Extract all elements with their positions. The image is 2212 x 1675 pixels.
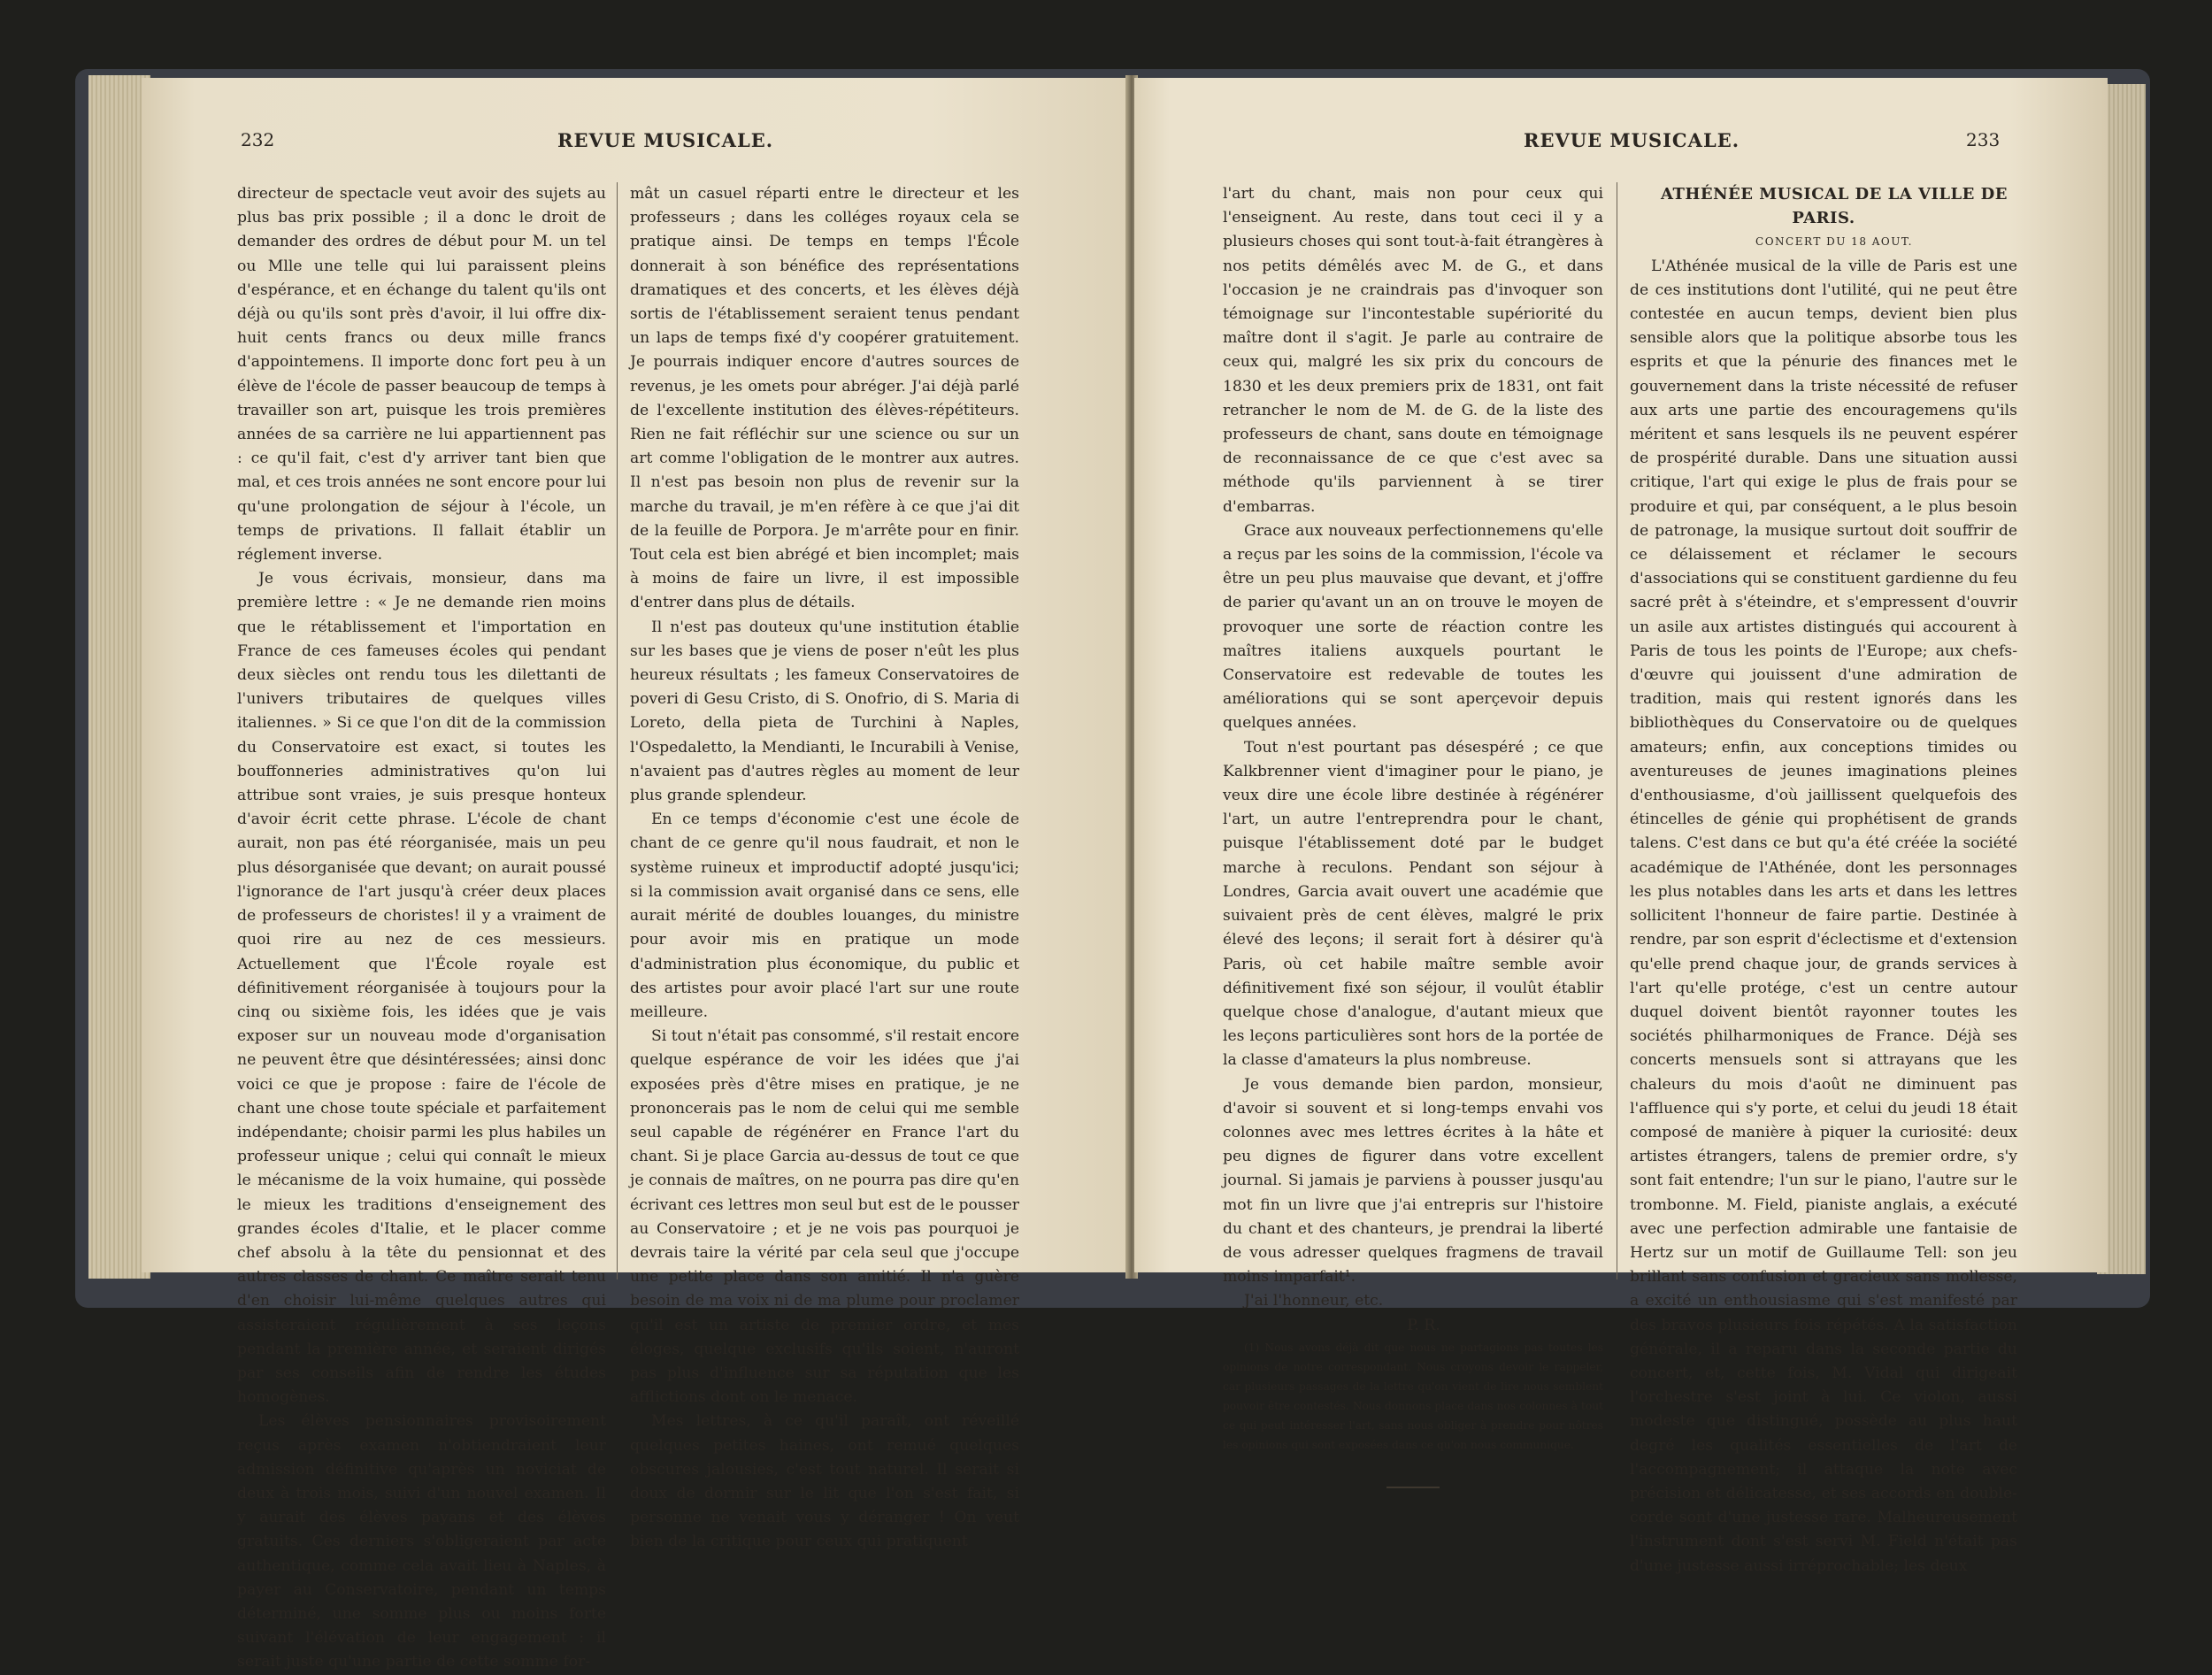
paragraph: J'ai l'honneur, etc. bbox=[1244, 1292, 1384, 1310]
paragraph: Je vous écrivais, monsieur, dans ma première lettre : « Je ne demande rien moins que le rétablissement et l'importation en France de ces fameuses écoles qui pendant deux siècles ont rendu tous les dilettanti de l'univers tributaires de quelques villes italiennes. » Si ce que l'on dit de la commission du Conservatoire est exact, si toutes les bouffonneries administratives qu'on lui attribue sont vraies, je suis presque honteux d'avoir écrit cette phrase. L'école de chant aurait, non pas été réorganisée, mais un peu plus désorganisée que devant; on aurait poussé l'ignorance de l'art jusqu'à créer deux places de professeurs de choristes! il y a vraiment de quoi rire au nez de ces messieurs. Actuellement que l'École royale est définitivement réorganisée à toujours pour la cinq ou sixième fois, les idées que je vais exposer sur un nouveau mode d'organisation ne peuvent être que désintéressées; ainsi donc voici ce que je propose : faire de l'école de chant une chose toute spéciale et parfaitement indépendante; choisir parmi les plus habiles un professeur unique ; celui qui connaît le mieux le mécanisme de la voix humaine, qui possède le mieux les traditions d'enseignement des grandes écoles d'Italie, et le placer comme chef absolu à la tête du pensionnat et des autres classes de chant. Ce maître serait tenu d'en choisir lui-même quelques autres qui assisteraient régulièrement à ses leçons pendant la première année, et seraient dirigés par ses conseils afin de rendre les études homogènes. bbox=[237, 570, 606, 1407]
left-page-number: 232 bbox=[241, 129, 275, 150]
paragraph: l'art du chant, mais non pour ceux qui l'enseignent. Au reste, dans tout ceci il y a plusieurs choses qui sont tout-à-fait étrangères à nos petits démêlés avec M. de G., et dans l'occasion je ne craindrais pas d'invoquer son témoignage sur l'incontestable supériorité du maître dont il s'agit. Je parle au contraire de ceux qui, malgré les six prix du concours de 1830 et les deux premiers prix de 1831, ont fait retrancher le nom de M. de G. de la liste des professeurs de chant, sans doute en témoignage de reconnaissance de ce que c'est avec sa méthode qu'ils parviennent à se tirer d'embarras. bbox=[1223, 185, 1603, 516]
footnote bbox=[1223, 1338, 1603, 1455]
left-column-2 bbox=[630, 182, 1019, 1555]
column-divider bbox=[617, 182, 618, 1279]
left-column-1 bbox=[237, 182, 606, 1675]
paragraph: Mes lettres, à ce qu'il paraît, ont réveillé quelques petites haines, ont remué quelques obscures jalousies, c'est tout naturel. Il serait si doux de dormir sur le lit que l'on s'est fait, si personne ne venait vous y déranger ! On veut bien de la critique pour ceux qui pratiquent bbox=[630, 1412, 1019, 1551]
paragraph: Grace aux nouveaux perfectionnemens qu'elle a reçus par les soins de la commission, l'école va être un peu plus mauvaise que devant, et j'offre de parier qu'avant un an on trouve le moyen de provoquer une sorte de réaction contre les maîtres italiens auxquels pourtant le Conservatoire est redevable de toutes les améliorations qui se sont aperçevoir depuis quelques années. bbox=[1223, 521, 1603, 733]
paragraph: Je vous demande bien pardon, monsieur, d'avoir si souvent et si long-temps envahi vos colonnes avec mes lettres écrites à la hâte et peu dignes de figurer dans votre excellent journal. Si jamais je parviens à pousser jusqu'au mot fin un livre que j'ai entrepris sur l'histoire du chant et des chanteurs, je prendrai la liberté de vous adresser quelques fragmens de travail moins imparfait¹. bbox=[1223, 1075, 1603, 1287]
right-column-2 bbox=[1630, 182, 2017, 1579]
paragraph: En ce temps d'économie c'est une école de chant de ce genre qu'il nous faudrait, et non le système ruineux et improductif adopté jusqu'ici; si la commission avait organisé dans ce sens, elle aurait mérité de doubles louanges, du ministre pour avoir mis en pratique un mode d'administration plus économique, du public et des artistes pour avoir placé l'art sur une route meilleure. bbox=[630, 811, 1019, 1021]
right-page-number: 233 bbox=[1966, 129, 2001, 150]
footnote-text: (1) Nous avons déjà dit que nous ne partagions pas toutes les opinions de notre correspondant. Nous croyons devoir le rappeler, car plusieurs passages de la lettre qu'on vient de lire nous semblent pouvoir être contestés. Nous donnons place dans nos colonnes à tout ce qui peut intéresser l'art, sans nous obliger à prendre pour nôtres les opinions qui sont exposées dans ce qu'on nous communique. bbox=[1223, 1341, 1603, 1451]
left-page bbox=[142, 78, 1128, 1671]
right-page bbox=[1134, 78, 2108, 1575]
right-column-1 bbox=[1223, 182, 1603, 1488]
paragraph: Il n'est pas douteux qu'une institution établie sur les bases que je viens de poser n'eût les plus heureux résultats ; les fameux Conservatoires de poveri di Gesu Cristo, di S. Onofrio, di S. Maria di Loreto, della pieta de Turchini à Naples, l'Ospedaletto, la Mendianti, le Incurabili à Venise, n'avaient pas d'autres règles au moment de leur plus grande splendeur. bbox=[630, 618, 1019, 805]
paragraph: Si tout n'était pas consommé, s'il restait encore quelque espérance de voir les idées que j'ai exposées près d'être mises en pratique, je ne prononcerais pas le nom de celui qui me semble seul capable de régénérer en France l'art du chant. Si je place Garcia au-dessus de tout ce que je connais de maîtres, on ne pourra pas dire qu'en écrivant ces lettres mon seul but est de le pousser au Conservatoire ; et je ne vois pas pourquoi je devrais taire la vérité par cela seul que j'occupe une petite place dans son amitié. Il n'a guère besoin de ma voix ni de ma plume pour proclamer qu'il est un artiste de premier ordre, et mes éloges, quelque exclusifs qu'ils soient, n'auront pas plus d'influence sur sa réputation que les afflictions dont on le menace. bbox=[630, 1027, 1019, 1407]
end-rule bbox=[1386, 1487, 1440, 1488]
right-running-header: REVUE MUSICALE. bbox=[1524, 129, 1740, 151]
paragraph: Les élèves pensionnaires provisoirement reçus après examen n'obtiendraient leur admission définitive qu'après un noviciat de deux à trois mois, suivi d'un nouvel examen. Il y aurait des élèves payans et des élèves gratuits. Ces derniers s'obligeraient par acte authentique, comme cela avait lieu à Naples, à payer au Conservatoire, pendant un temps déterminé, une somme plus ou moins forte suivant l'élévation de leur engagement : il serait juste qu'une partie de cette somme for- bbox=[237, 1412, 606, 1671]
left-running-header: REVUE MUSICALE. bbox=[557, 129, 774, 151]
section-subtitle: CONCERT DU 18 AOUT. bbox=[1755, 235, 1913, 249]
paragraph: mât un casuel réparti entre le directeur et les professeurs ; dans les colléges royaux cela se pratique ainsi. De temps en temps l'École donnerait à son bénéfice des représentations dramatiques et des concerts, et les élèves déjà sortis de l'établissement seraient tenus pendant un laps de temps fixé d'y coopérer gratuitement. Je pourrais indiquer encore d'autres sources de revenus, je les omets pour abréger. J'ai déjà parlé de l'excellente institution des élèves-répétiteurs. Rien ne fait réfléchir sur une science ou sur un art comme l'obligation de le montrer aux autres. Il n'est pas besoin non plus de revenir sur la marche du travail, je m'en réfère à ce que j'ai dit de la feuille de Porpora. Je m'arrête pour en finir. Tout cela est bien abrégé et bien incomplet; mais à moins de faire un livre, il est impossible d'entrer dans plus de détails. bbox=[630, 185, 1019, 612]
paragraph: L'Athénée musical de la ville de Paris est une de ces institutions dont l'utilité, qui ne peut être contestée en aucun temps, devient bien plus sensible alors que la politique absorbe tous les esprits et que la pénurie des finances met le gouvernement dans la triste nécessité de refuser aux arts une partie des encouragemens qu'ils méritent et sans lesquels ils ne peuvent espérer de prospérité durable. Dans une situation aussi critique, l'art qui exige le plus de frais pour se produire et qui, par conséquent, a le plus besoin de patronage, la musique surtout doit souffrir de ce délaissement et réclamer le secours d'associations qui se constituent gardienne du feu sacré prêt à s'éteindre, et s'empressent d'ouvrir un asile aux artistes distingués qui accourent à Paris de tous les points de l'Europe; aux chefs-d'œuvre qui jouissent d'une admiration de tradition, mais qui restent ignorés dans les bibliothèques du Conservatoire ou de quelques amateurs; enfin, aux conceptions timides ou aventureuses de jeunes imaginations pleines d'enthousiasme, d'où jaillissent quelquefois des étincelles de génie qui prophétisent de grands talens. C'est dans ce but qu'a été créée la société académique de l'Athénée, dont les personnages les plus notables dans les arts et dans les lettres sollicitent l'honneur de faire partie. Destinée à rendre, par son esprit d'éclectisme et d'extension qu'elle prend chaque jour, de grands services à l'art qu'elle protége, c'est un centre autour duquel doivent bientôt rayonner toutes les sociétés philharmoniques de France. Déjà ses concerts mensuels sont si attrayans que les chaleurs du mois d'août ne diminuent pas l'affluence qui s'y porte, et celui du jeudi 18 était composé de manière à piquer la curiosité: deux artistes étrangers, talens de premier ordre, s'y sont fait entendre; l'un sur le piano, l'autre sur le trombonne. M. Field, pianiste anglais, a exécuté avec une perfection admirable une fantaisie de Hertz sur un motif de Guillaume Tell: son jeu brillant sans confusion et gracieux sans mollesse, a excité un enthousiasme qui s'est manifesté par des bravos plusieurs fois répétés. A la satisfaction générale, il a reparu dans la seconde partie du concert, et, cette fois, M. Vidal qui dirigeait l'orchestre s'est joint à lui. Ce violon, aussi modeste que distingué, possède au plus haut degré les qualités essentielles de l'art de l'accompagnement; il attaque la note avec précision et délicatesse, et ses accords en double-corde sont d'une justesse rare. Malheureusement l'instrument dont s'est servi M. Field n'était pas d'une justesse aussi irréprochable; les deux bbox=[1630, 257, 2017, 1575]
paragraph: directeur de spectacle veut avoir des sujets au plus bas prix possible ; il a donc le droit de demander des ordres de début pour M. un tel ou Mlle une telle qui lui paraissent pleins d'espérance, et en échange du talent qu'ils ont déjà ou qu'ils sont près d'avoir, il lui offre dix-huit cents francs ou deux mille francs d'appointemens. Il importe donc fort peu à un élève de l'école de passer beaucoup de temps à travailler son art, puisque les trois premières années de sa carrière ne lui appartiennent pas : ce qu'il fait, c'est d'y arriver tant bien que mal, et ces trois années ne sont encore pour lui qu'une prolongation de séjour à l'école, un temps de privations. Il fallait établir un réglement inverse. bbox=[237, 185, 606, 565]
paragraph: Tout n'est pourtant pas désespéré ; ce que Kalkbrenner vient d'imaginer pour le piano, je veux dire une école libre destinée à régénérer l'art, un autre l'entreprendra pour le chant, puisque l'établissement doté par le budget marche à reculons. Pendant son séjour à Londres, Garcia avait ouvert une académie que suivaient près de cent élèves, malgré le prix élevé des leçons; il serait fort à désirer qu'à Paris, où cet habile maître semble avoir définitivement fixé son séjour, il voulût établir quelque chose d'analogue, d'autant mieux que les leçons particulières sont hors de la portée de la classe d'amateurs la plus nombreuse. bbox=[1223, 738, 1603, 1070]
signature: P. R. bbox=[1407, 1316, 1440, 1334]
section-title: ATHÉNÉE MUSICAL DE LA VILLE DE PARIS. bbox=[1660, 185, 2008, 228]
